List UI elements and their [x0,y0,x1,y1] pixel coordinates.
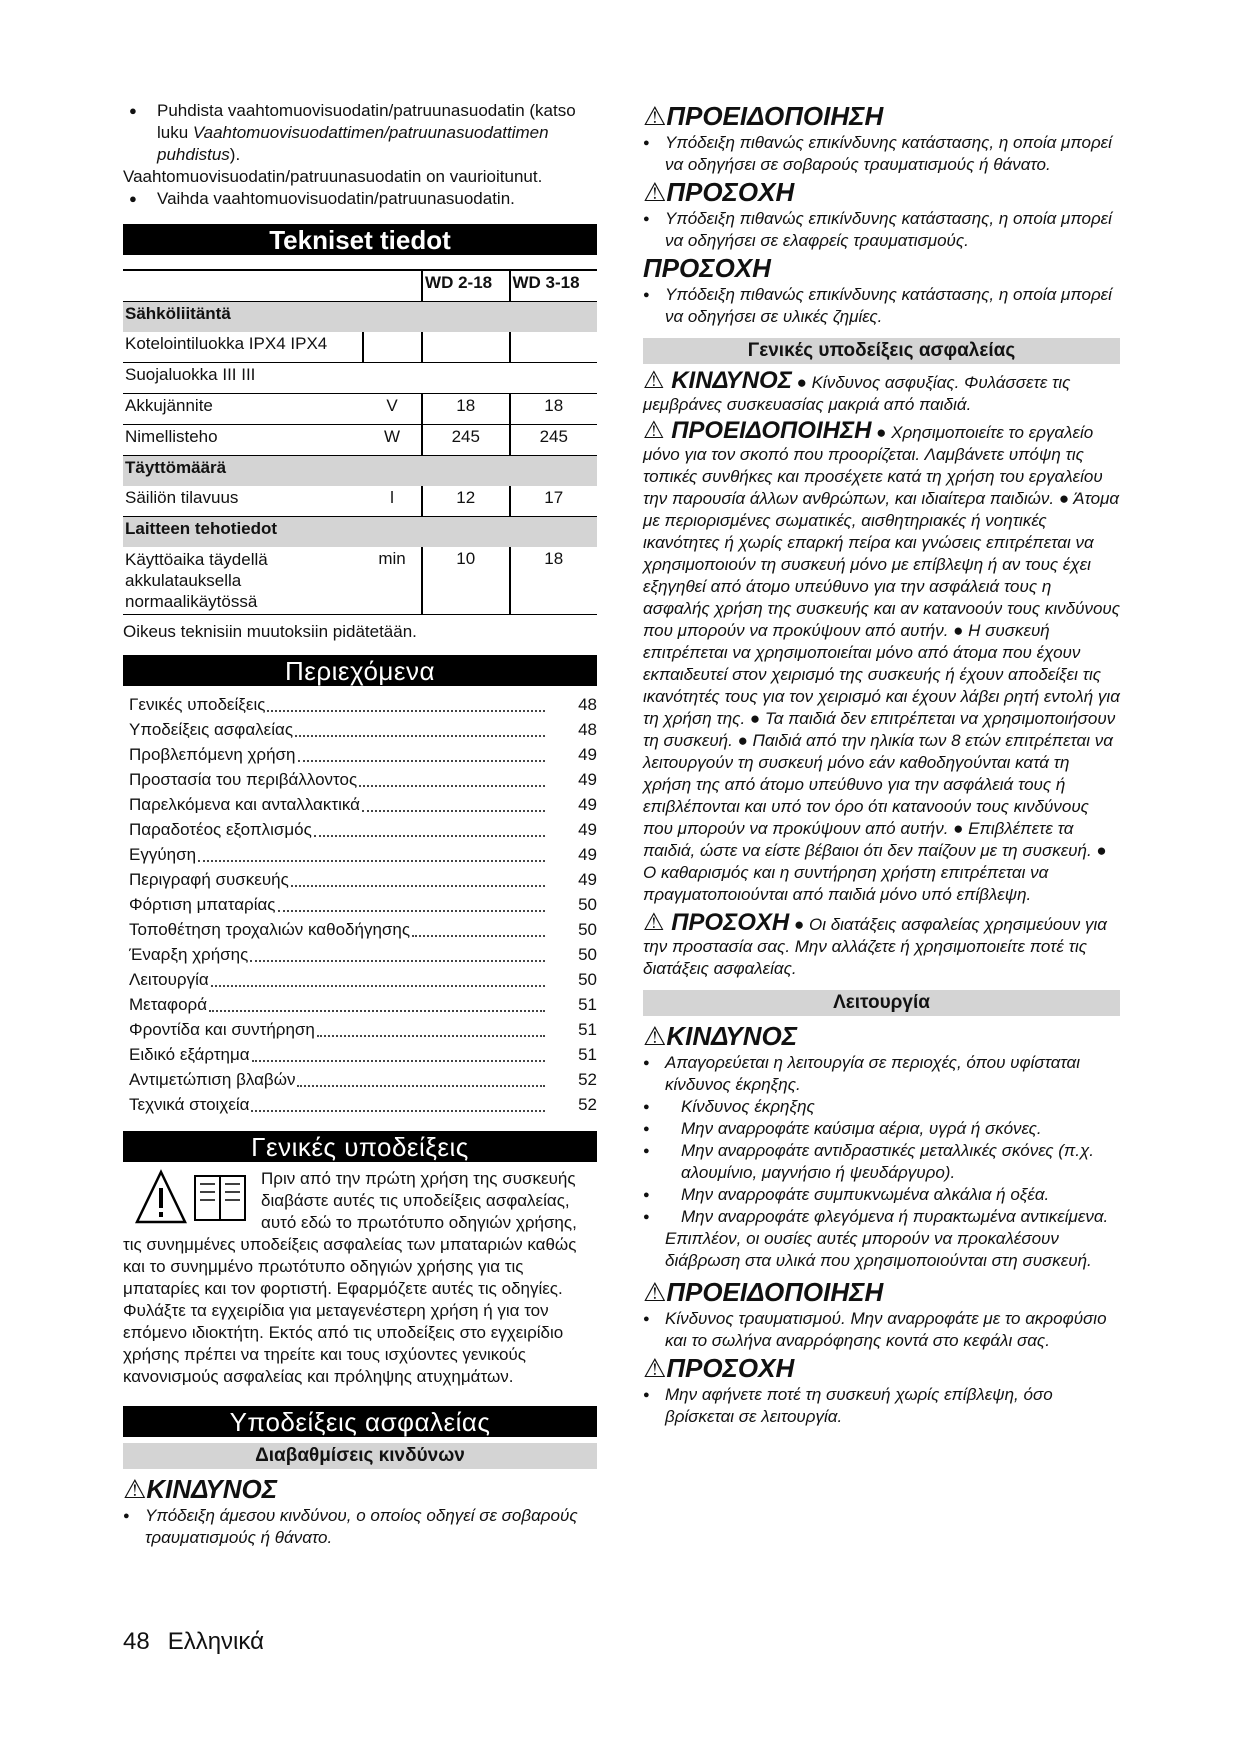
suffocation-danger: ⚠ ΚΙΝΔΥΝΟΣ ● Κίνδυνος ασφυξίας. Φυλάσσετε τις μεμβράνες συσκευασίας μακριά από παιδιά. [643,367,1071,414]
list-item: ● Μην αναρροφάτε συμπυκνωμένα αλκάλια ή οξέα. [643,1184,1120,1206]
caution-label: ⚠ΠΡΟΣΟΧΗ [643,177,795,207]
warning-triangle-icon: ⚠ [123,1474,147,1504]
list-item: ● Μην αναρροφάτε φλεγόμενα ή πυρακτωμένα αντικείμενα. [643,1206,1120,1228]
table-row: Käyttöaika täydellä akkulatauksella normaalikäytössä min 10 18 [123,547,597,615]
toc-entry[interactable] [123,717,597,742]
toc-leader [267,710,545,712]
toc-leader [298,760,546,762]
toc-entry-label: Φόρτιση μπαταρίας [129,895,276,914]
toc-entry-label: Προστασία του περιβάλλοντος [129,770,358,789]
toc-entry-page: 48 [578,695,597,714]
toc-entry[interactable] [123,942,597,967]
toc-entry[interactable] [123,817,597,842]
toc-entry-label: Γενικές υποδείξεις [129,695,266,714]
notice-label: ΠΡΟΣΟΧΗ [643,253,771,283]
warning-triangle-icon: ⚠ [643,367,665,394]
table-row: Kotelointiluokka IPX4 IPX4 [123,332,597,363]
toc-entry-page: 50 [578,945,597,964]
danger-label: ⚠ΚΙΝΔΥΝΟΣ [123,1474,278,1504]
intended-use-warning: ⚠ ΠΡΟΕΙΔΟΠΟΙΗΣΗ ● Χρησιμοποιείτε το εργαλείο μόνο για τον σκοπό που προορίζεται. Λαμβάνετε υπόψη τις τοπικές συνθήκες και προσέχετε κατά τη χρήση του εργαλείου την παρουσία άλλων ανθρώπων, και ιδιαίτερα παιδιών. ● Άτομα με περιορισμένες σωματικές, αισθητηριακές ή νοητικές ικανότητες ή χωρίς επαρκή πείρα και γνώσεις επιτρέπεται να χρησιμοποιούν τη συσκευή μόνο με επίβλεψη ή αν τους έχει εξηγηθεί από άτομο υπεύθυνο για την ασφάλειά τους η ασφαλής χρήση της συσκευής και αν κατανοούν τους κινδύνους που μπορούν να προκύψουν από αυτήν. ● Η συσκευή επιτρέπεται να χρησιμοποιείται μόνο από άτομα που έχουν εκπαιδευτεί στον χειρισμό της συσκευής ή έχουν αποδείξει τις ικανότητές τους για τον χειρισμό και έχουν λάβει ρητή εντολή για τη χρήση της. ● Τα παιδιά δεν επιτρέπεται να χρησιμοποιήσουν τη συσκευή. ● Παιδιά από την ηλικία των 8 ετών επιτρέπεται να λειτουργούν τη συσκευή μόνο εάν καθοδηγούνται κατά τη χρήση της από άτομο υπεύθυνο για την ασφάλειά τους ή επιβλέπονται και υπό τον όρο ότι κατανοούν τους κινδύνους που μπορούν να προκύψουν από αυτήν. ● Επιβλέπετε τα παιδιά, ώστε να είστε βέβαιοι ότι δεν παίζουν με τη συσκευή. ● Ο καθαρισμός και η συντήρηση χρήστη επιτρέπεται να πραγματοποιούνται από παιδιά μόνο υπό επίβλεψη. [643,417,1121,904]
toc-entry[interactable] [123,842,597,867]
toc-entry-page: 51 [578,1020,597,1039]
toc-entry-label: Τεχνικά στοιχεία [129,1095,250,1114]
toc-entry[interactable] [123,917,597,942]
page-footer [123,1628,282,1656]
warning-triangle-icon: ⚠ [643,1353,667,1383]
table-of-contents [123,692,597,1117]
toc-entry[interactable] [123,967,597,992]
model-wd3-header: WD 3-18 [510,270,598,302]
toc-entry-page: 49 [578,820,597,839]
toc-entry[interactable] [123,992,597,1017]
table-row: Nimellisteho W 245 245 [123,425,597,456]
toc-entry-label: Ειδικό εξάρτημα [129,1045,250,1064]
toc-entry-page: 49 [578,745,597,764]
toc-entry-page: 49 [578,770,597,789]
table-row: Säiliön tilavuus l 12 17 [123,486,597,517]
warning-definition: ● Υπόδειξη πιθανώς επικίνδυνης κατάστασης, η οποία μπορεί να οδηγήσει σε σοβαρούς τραυματισμούς ή θάνατο. [643,132,1120,176]
toc-entry-label: Λειτουργία [129,970,209,989]
tech-note: Oikeus teknisiin muutoksiin pidätetään. [123,622,417,641]
toc-entry[interactable] [123,742,597,767]
filter-damaged-text: Vaahtomuovisuodatin/patruunasuodatin on vaurioitunut. [123,167,543,186]
toc-entry[interactable] [123,792,597,817]
group-row: Täyttömäärä [123,456,597,487]
chapter-reference: Vaahtomuovisuodattimen/patruunasuodattimen puhdistus [157,123,549,164]
group-row: Sähköliitäntä [123,302,597,333]
table-row: Suojaluokka III III [123,363,597,394]
toc-leader [297,1085,545,1087]
toc-entry-page: 50 [578,895,597,914]
toc-entry-label: Φροντίδα και συντήρηση [129,1020,315,1039]
toc-entry-label: Εγγύηση [129,845,197,864]
toc-entry-label: Έναρξη χρήσης [129,945,249,964]
toc-entry-page: 51 [578,995,597,1014]
general-notes-text: Πριν από την πρώτη χρήση της συσκευής διαβάστε αυτές τις υποδείξεις ασφαλείας, αυτό εδώ το πρωτότυπο οδηγιών χρήσης, τις συνημμένες υποδείξεις ασφαλείας των μπαταριών καθώς και το συνημμένο πρωτότυπο οδηγιών χρήσης για τις μπαταρίες και τον φορτιστή. Εφαρμόζετε αυτές τις οδηγίες. Φυλάξτε τα εγχειρίδια για μεταγενέστερη χρήση ή για τον επόμενο ιδιοκτήτη. Εκτός από τις υποδείξεις στο εγχειρίδιο χρήσης πρέπει να τηρείτε και τους ισχύοντες γενικούς κανονισμούς ασφαλείας και πρόληψης ατυχημάτων. [123,1169,577,1386]
toc-entry-label: Μεταφορά [129,995,208,1014]
caution-inline-label: ⚠ ΠΡΟΣΟΧΗ [643,909,790,936]
warning-triangle-icon: ⚠ [643,1277,667,1307]
table-header-row [123,270,597,302]
notice-definition: ● Υπόδειξη πιθανώς επικίνδυνης κατάστασης, η οποία μπορεί να οδηγήσει σε υλικές ζημίες. [643,284,1120,328]
toc-entry[interactable] [123,1092,597,1117]
operation-warning-label: ⚠ΠΡΟΕΙΔΟΠΟΙΗΣΗ [643,1277,884,1307]
toc-entry-page: 49 [578,845,597,864]
warning-label: ⚠ΠΡΟΕΙΔΟΠΟΙΗΣΗ [643,101,884,131]
toc-entry-label: Υποδείξεις ασφαλείας [129,720,294,739]
warning-triangle-icon: ⚠ [643,909,665,936]
warning-triangle-icon: ⚠ [643,101,667,131]
toc-leader [317,1035,545,1037]
warning-triangle-icon: ⚠ [643,417,665,444]
toc-entry[interactable] [123,1042,597,1067]
toc-entry-label: Προβλεπόμενη χρήση [129,745,296,764]
toc-entry-label: Παρελκόμενα και ανταλλακτικά [129,795,360,814]
toc-leader [314,835,545,837]
warning-triangle-icon: ⚠ [643,1021,667,1051]
list-item: ● Απαγορεύεται η λειτουργία σε περιοχές, όπου υφίσταται κίνδυνος έκρηξης. [643,1052,1120,1096]
toc-entry-page: 49 [578,795,597,814]
left-column [123,100,597,1549]
toc-entry[interactable] [123,892,597,917]
toc-leader [209,1010,545,1012]
warning-inline-label: ⚠ ΠΡΟΕΙΔΟΠΟΙΗΣΗ [643,417,872,444]
toc-entry-page: 50 [578,970,597,989]
toc-leader [252,1060,545,1062]
operation-danger-label: ⚠ΚΙΝΔΥΝΟΣ [643,1021,798,1051]
toc-entry-page: 52 [578,1070,597,1089]
filter-replace-step: ● Vaihda vaahtomuovisuodatin/patruunasuodatin. [123,188,597,210]
toc-leader [412,935,545,937]
page-number: 48 [123,1628,150,1655]
toc-entry-label: Αντιμετώπιση βλαβών [129,1070,296,1089]
toc-leader [295,735,545,737]
toc-entry-page: 49 [578,870,597,889]
toc-leader [359,785,545,787]
list-item: ● Μην αναρροφάτε καύσιμα αέρια, υγρά ή σκόνες. [643,1118,1120,1140]
general-notes-block [123,1168,597,1388]
toc-leader [291,885,545,887]
tech-data-heading: Tekniset tiedot [123,224,597,255]
danger-definition: ● Υπόδειξη άμεσου κινδύνου, ο οποίος οδηγεί σε σοβαρούς τραυματισμούς ή θάνατο. [123,1505,597,1549]
corrosion-note: Επιπλέον, οι ουσίες αυτές μπορούν να προκαλέσουν διάβρωση στα υλικά που χρησιμοποιούνται στη συσκευή. [665,1229,1092,1270]
warning-manual-icon [135,1168,253,1228]
right-column [643,100,1120,1428]
toc-leader [198,860,545,862]
group-row: Laitteen tehotiedot [123,517,597,548]
toc-entry[interactable] [123,1017,597,1042]
injury-warning-text: ● Κίνδυνος τραυματισμού. Μην αναρροφάτε με το ακροφύσιο και το σωλήνα αναρρόφησης κοντά στο κεφάλι σας. [643,1308,1120,1352]
toc-leader [362,810,545,812]
list-item: ● Κίνδυνος έκρηξης [643,1096,1120,1118]
toc-entry-label: Παραδοτέος εξοπλισμός [129,820,312,839]
toc-entry[interactable] [123,692,597,717]
general-notes-heading: Γενικές υποδείξεις [123,1131,597,1162]
safety-heading: Υποδείξεις ασφαλείας [123,1406,597,1437]
warning-triangle-icon: ⚠ [643,177,667,207]
footer-language: Ελληνικά [167,1628,264,1655]
list-item: ● Μην αναρροφάτε αντιδραστικές μεταλλικές σκόνες (π.χ. αλουμίνιο, μαγνήσιο ή ψευδάργυρο). [643,1140,1120,1184]
toc-leader [251,1110,545,1112]
safety-devices-caution: ⚠ ΠΡΟΣΟΧΗ ● Οι διατάξεις ασφαλείας χρησιμεύουν για την προστασία σας. Μην αλλάζετε ή χρησιμοποιείτε ποτέ τις διατάξεις ασφαλείας. [643,909,1107,978]
toc-entry[interactable] [123,867,597,892]
toc-entry[interactable] [123,767,597,792]
toc-entry-label: Τοποθέτηση τροχαλιών καθοδήγησης [129,920,411,939]
general-safety-subheading: Γενικές υποδείξεις ασφαλείας [643,338,1120,364]
toc-entry-label: Περιγραφή συσκευής [129,870,289,889]
toc-entry[interactable] [123,1067,597,1092]
table-row: Akkujännite V 18 18 [123,394,597,425]
operation-caution-label: ⚠ΠΡΟΣΟΧΗ [643,1353,795,1383]
toc-leader [211,985,545,987]
toc-leader [250,960,545,962]
hazard-levels-subheading: Διαβαθμίσεις κινδύνων [123,1443,597,1469]
filter-clean-step: ● Puhdista vaahtomuovisuodatin/patruunasuodatin (katso luku Vaahtomuovisuodattimen/patruunasuodattimen puhdistus). [123,100,597,166]
toc-entry-page: 52 [578,1095,597,1114]
tech-data-table [123,269,597,615]
toc-entry-page: 51 [578,1045,597,1064]
toc-entry-page: 48 [578,720,597,739]
caution-definition: ● Υπόδειξη πιθανώς επικίνδυνης κατάστασης, η οποία μπορεί να οδηγήσει σε ελαφρείς τραυματισμούς. [643,208,1120,252]
danger-inline-label: ⚠ ΚΙΝΔΥΝΟΣ [643,367,792,394]
model-wd2-header: WD 2-18 [422,270,509,302]
supervision-caution-text: ● Μην αφήνετε ποτέ τη συσκευή χωρίς επίβλεψη, όσο βρίσκεται σε λειτουργία. [643,1384,1120,1428]
toc-leader [278,910,546,912]
toc-entry-page: 50 [578,920,597,939]
operation-subheading: Λειτουργία [643,990,1120,1016]
contents-heading: Περιεχόμενα [123,655,597,686]
